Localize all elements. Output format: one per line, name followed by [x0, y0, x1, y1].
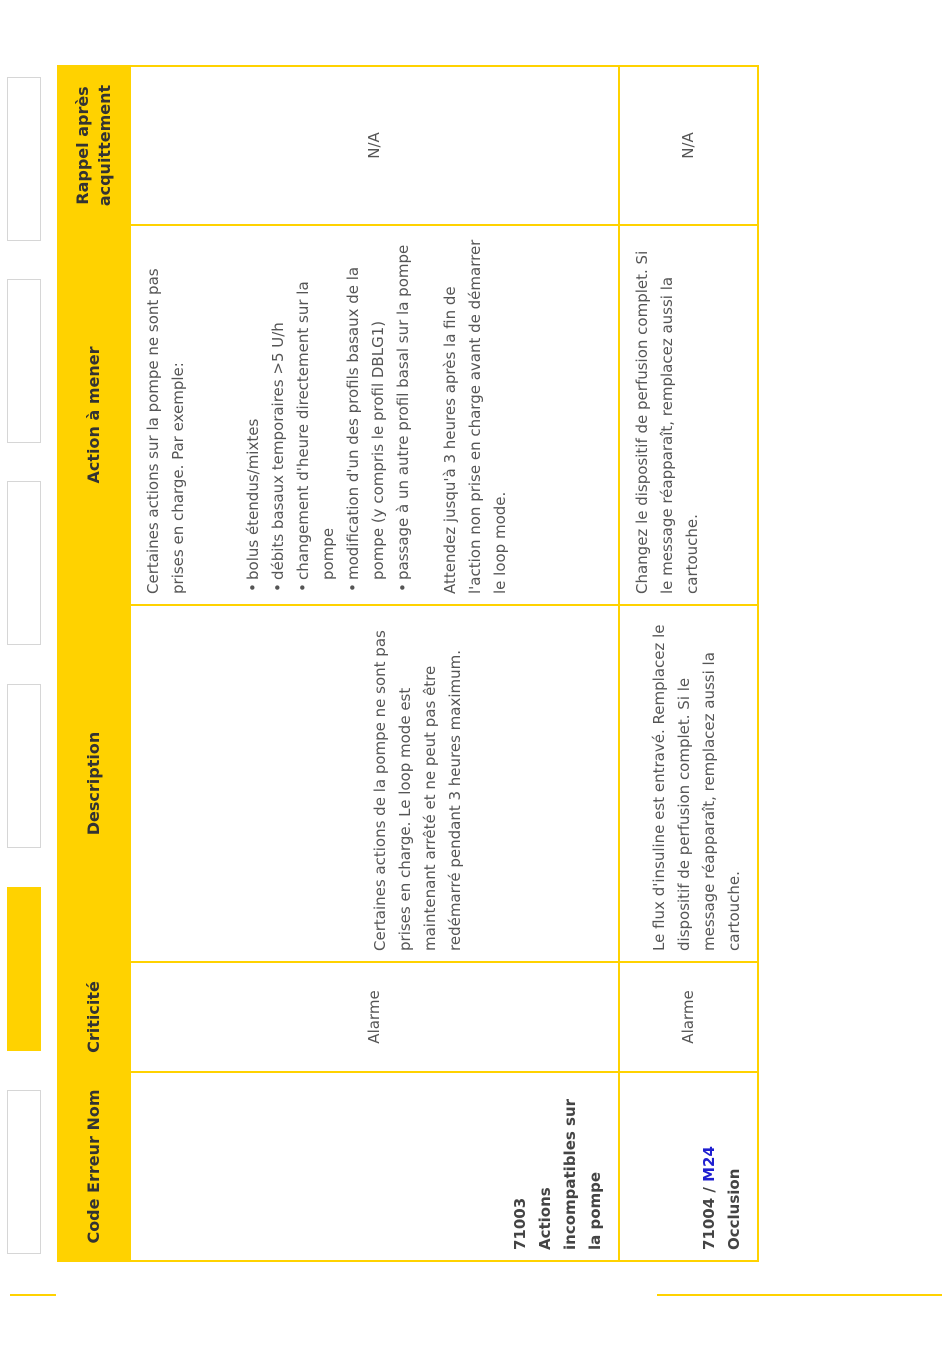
table-row	[619, 66, 758, 1261]
row1-description	[130, 605, 619, 962]
row2-description	[619, 605, 758, 962]
row1-action-outro: Attendez jusqu'à 3 heures après la fin de l'action non prise en charge avant de démarrer le loop mode.	[441, 239, 509, 594]
row2-action-text: Changez le dispositif de perfusion complet. Si le message réapparaît, remplacez aussi la cartouche.	[633, 250, 701, 594]
row1-code-name: Actions incompatibles sur la pompe	[536, 1098, 604, 1250]
side-tab-1	[7, 77, 41, 241]
footer-rule-left	[10, 1294, 56, 1296]
footer-rule-right	[657, 1294, 942, 1296]
row2-action	[619, 225, 758, 605]
error-table-wrapper	[57, 67, 757, 1262]
row2-criticite: Alarme	[619, 962, 758, 1072]
side-tab-active	[7, 887, 41, 1051]
side-tab-4	[7, 684, 41, 848]
row2-code	[619, 1072, 758, 1261]
header-code: Code Erreur Nom	[58, 1072, 130, 1261]
row2-code-name: Occlusion	[725, 1168, 743, 1250]
header-rappel: Rappel après acquittement	[58, 66, 130, 225]
row2-rappel: N/A	[619, 66, 758, 225]
row2-code-link[interactable]: M24	[700, 1146, 718, 1182]
row1-rappel: N/A	[130, 66, 619, 225]
side-tab-6	[7, 1090, 41, 1254]
list-item: • bolus étendus/mixtes	[241, 236, 266, 594]
header-criticite: Criticité	[58, 962, 130, 1072]
side-tab-3	[7, 481, 41, 645]
row1-criticite: Alarme	[130, 962, 619, 1072]
row1-action-intro: Certaines actions sur la pompe ne sont pas prises en charge. Par exemple:	[144, 268, 187, 594]
table-row	[130, 66, 619, 1261]
header-action: Action à mener	[58, 225, 130, 605]
list-item: • changement d'heure directement sur la pompe	[291, 236, 341, 594]
list-item: • modification d'un des profils basaux de la pompe (y compris le profil DBLG1)	[341, 236, 391, 594]
row1-code-number: 71003	[511, 1197, 529, 1250]
side-tab-2	[7, 279, 41, 443]
list-item: • débits basaux temporaires >5 U/h	[266, 236, 291, 594]
row1-action	[130, 225, 619, 605]
row2-code-number	[697, 1083, 722, 1250]
row1-action-list	[241, 236, 416, 594]
row2-code-prefix: 71004 /	[700, 1181, 718, 1250]
list-item: • passage à un autre profil basal sur la pompe	[391, 236, 416, 594]
row1-code	[130, 1072, 619, 1261]
row1-description-text: Certaines actions de la pompe ne sont pas prises en charge. Le loop mode est maintenant arrêté et ne peut pas être redémarré pendant 3 heures maximum.	[371, 630, 464, 951]
error-table	[57, 65, 759, 1262]
row2-description-text: Le flux d'insuline est entravé. Remplacez le dispositif de perfusion complet. Si le message réapparaît, remplacez aussi la cartouche.	[650, 624, 743, 951]
header-description: Description	[58, 605, 130, 962]
